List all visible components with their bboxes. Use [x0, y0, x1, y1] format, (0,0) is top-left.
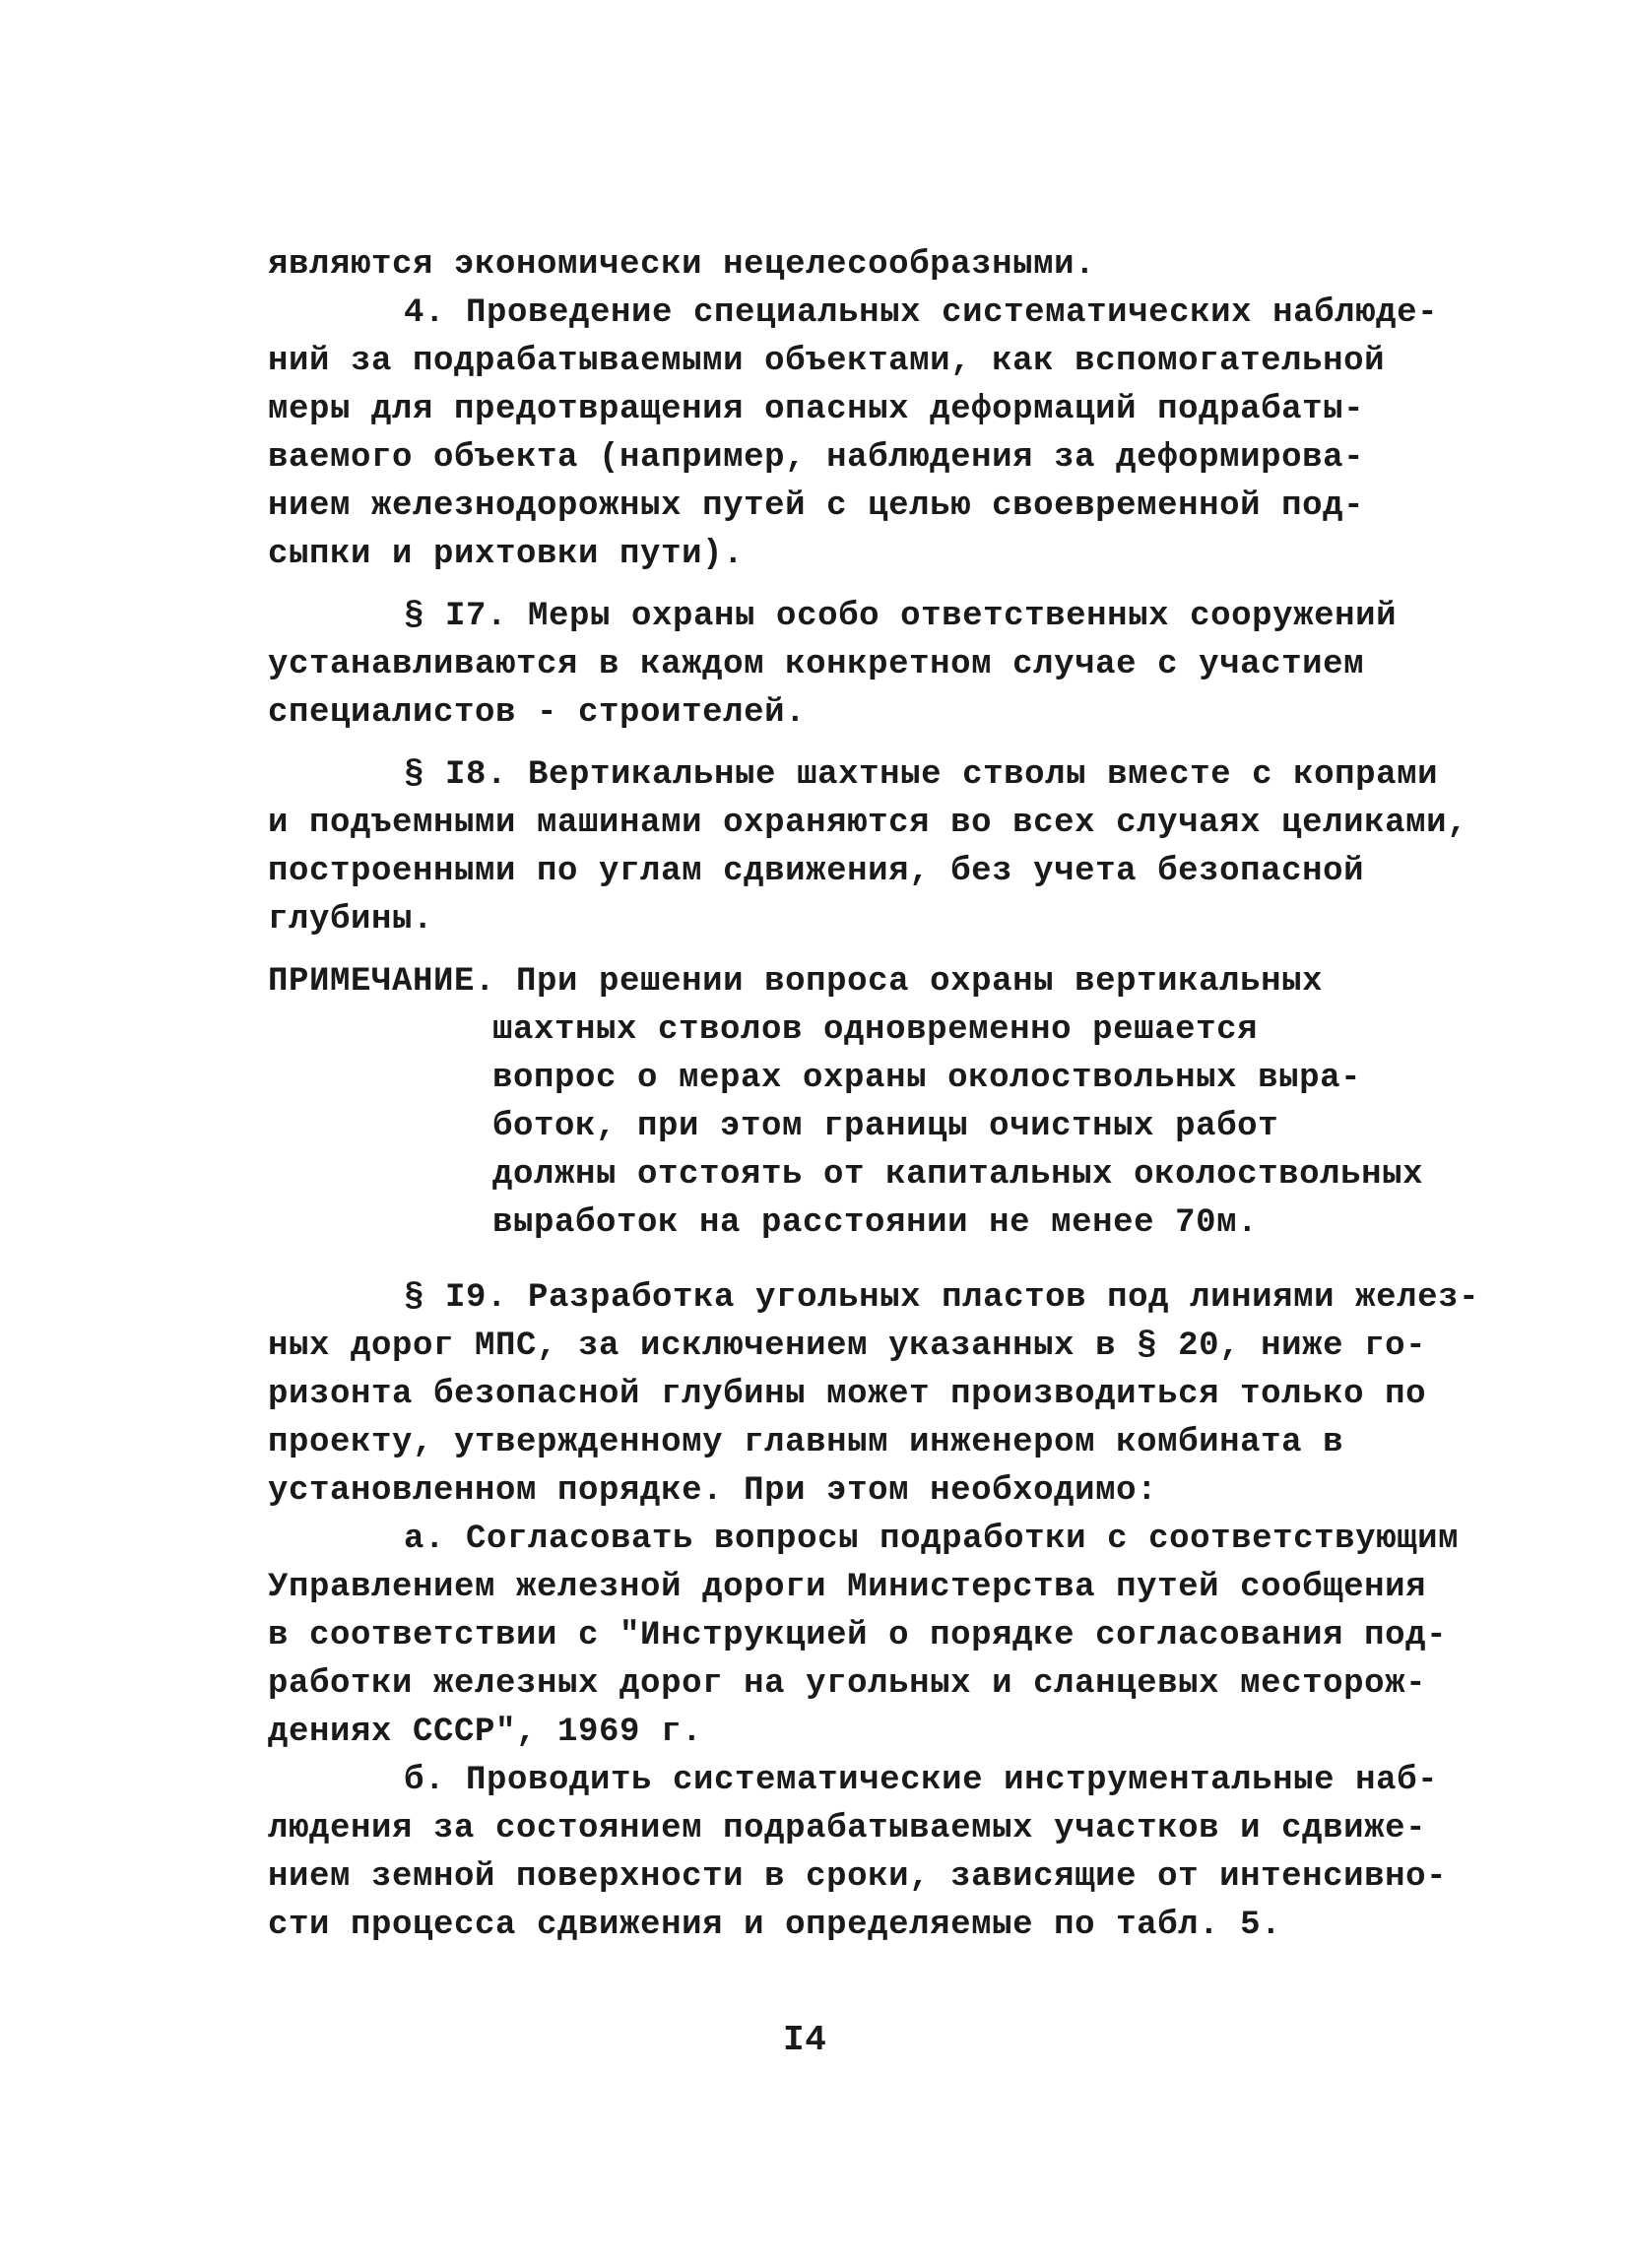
note-line: шахтных стволов одновременно решается	[492, 1011, 1259, 1049]
text-line: Управлением железной дороги Министерства путей сообщения	[268, 1569, 1427, 1606]
text-line: ний за подрабатываемыми объектами, как вспомогательной	[268, 343, 1386, 380]
text-line: людения за состоянием подрабатываемых участков и сдвиже-	[268, 1810, 1427, 1847]
text-line: § I7. Меры охраны особо ответственных сооружений	[404, 598, 1398, 635]
text-line: работки железных дорог на угольных и сланцевых месторож-	[268, 1665, 1427, 1703]
text-line: 4. Проведение специальных систематических наблюде-	[404, 294, 1439, 332]
text-line: нием железнодорожных путей с целью своевременной под-	[268, 487, 1365, 525]
note-line: ПРИМЕЧАНИЕ. При решении вопроса охраны вертикальных	[268, 963, 1324, 1001]
note-line: должны отстоять от капитальных околоствольных	[492, 1156, 1424, 1194]
page-number: I4	[783, 2020, 827, 2060]
text-line: а. Согласовать вопросы подработки с соответствующим	[404, 1521, 1460, 1558]
text-line: сти процесса сдвижения и определяемые по табл. 5.	[268, 1907, 1282, 1944]
text-line: проекту, утвержденному главным инженером комбината в	[268, 1424, 1344, 1461]
text-line: специалистов - строителей.	[268, 694, 807, 732]
text-line: ваемого объекта (например, наблюдения за деформирова-	[268, 439, 1365, 477]
text-line: в соответствии с "Инструкцией о порядке согласования под-	[268, 1617, 1448, 1654]
text-line: сыпки и рихтовки пути).	[268, 536, 745, 573]
text-line: глубины.	[268, 901, 434, 939]
text-line: построенными по углам сдвижения, без учета безопасной	[268, 853, 1365, 890]
text-line: § I8. Вертикальные шахтные стволы вместе с копрами	[404, 756, 1439, 794]
text-line: ных дорог МПС, за исключением указанных в § 20, ниже го-	[268, 1328, 1427, 1365]
text-line: являются экономически нецелесообразными.	[268, 246, 1096, 284]
text-line: нием земной поверхности в сроки, зависящие от интенсивно-	[268, 1858, 1448, 1896]
note-line: боток, при этом границы очистных работ	[492, 1108, 1279, 1145]
note-line: выработок на расстоянии не менее 70м.	[492, 1204, 1259, 1242]
text-line: установленном порядке. При этом необходимо:	[268, 1472, 1158, 1510]
note-line: вопрос о мерах охраны околоствольных выра-	[492, 1060, 1362, 1097]
text-line: меры для предотвращения опасных деформаций подрабаты-	[268, 391, 1365, 428]
text-line: § I9. Разработка угольных пластов под линиями желез-	[404, 1279, 1480, 1317]
text-line: и подъемными машинами охраняются во всех случаях целиками,	[268, 805, 1468, 842]
text-line: ризонта безопасной глубины может производиться только по	[268, 1376, 1427, 1413]
text-line: устанавливаются в каждом конкретном случае с участием	[268, 646, 1365, 683]
text-line: дениях СССР", 1969 г.	[268, 1714, 703, 1751]
text-line: б. Проводить систематические инструментальные наб-	[404, 1762, 1439, 1799]
